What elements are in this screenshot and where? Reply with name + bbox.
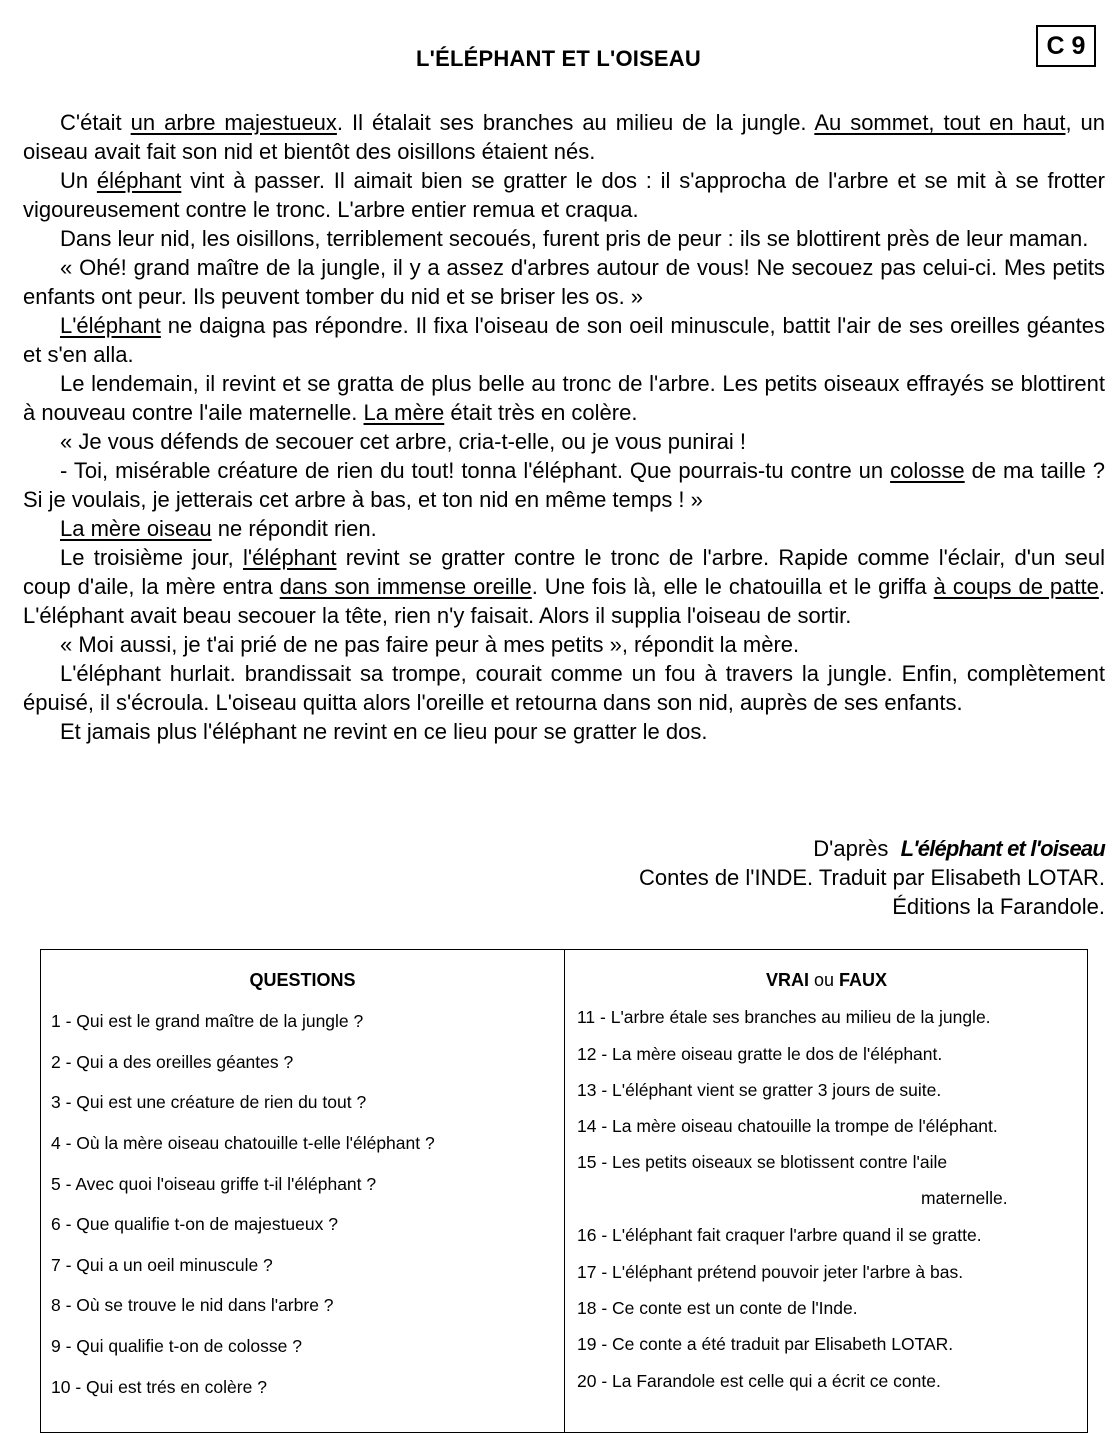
truefalse-item: 15 - Les petits oiseaux se blotissent contre l'aile [577,1152,948,1172]
question-item: 5 - Avec quoi l'oiseau griffe t-il l'éléphant ? [51,1174,377,1194]
paragraph: - Toi, misérable créature de rien du tout! tonna l'éléphant. Que pourrais-tu contre un colosse de ma taille ? Si je voulais, je jetterais cet arbre à bas, et ton nid en même temps ! » [23,458,1106,512]
question-item: 2 - Qui a des oreilles géantes ? [51,1052,294,1072]
paragraph: « Je vous défends de secouer cet arbre, cria-t-elle, ou je vous punirai ! [60,429,747,454]
paragraph: Un éléphant vint à passer. Il aimait bien se gratter le dos : il s'approcha de l'arbre et se mit à se frotter vigoureusement contre le tronc. L'arbre entier remua et craqua. [23,168,1105,222]
paragraph: « Ohé! grand maître de la jungle, il y a assez d'arbres autour de vous! Ne secouez pas celui-ci. Mes petits enfants ont peur. Ils peuvent tomber du nid et se briser les os. » [23,255,1105,309]
page-title: L'ÉLÉPHANT ET L'OISEAU [416,46,701,71]
question-item: 9 - Qui qualifie t-on de colosse ? [51,1336,302,1356]
truefalse-item: 18 - Ce conte est un conte de l'Inde. [577,1298,858,1318]
question-item: 7 - Qui a un oeil minuscule ? [51,1255,273,1275]
truefalse-item: 19 - Ce conte a été traduit par Elisabeth LOTAR. [577,1334,954,1354]
truefalse-item: 14 - La mère oiseau chatouille la trompe de l'éléphant. [577,1116,998,1136]
paragraph: Et jamais plus l'éléphant ne revint en ce lieu pour se gratter le dos. [60,719,708,744]
question-item: 8 - Où se trouve le nid dans l'arbre ? [51,1295,334,1315]
underlined-phrase: colosse [890,458,965,483]
story-text [23,108,1105,746]
truefalse-item: 12 - La mère oiseau gratte le dos de l'éléphant. [577,1044,943,1064]
paragraph: Le troisième jour, l'éléphant revint se gratter contre le tronc de l'arbre. Rapide comme l'éclair, d'un seul coup d'aile, la mère entra dans son immense oreille. Une fois là, elle le chatouilla et le griffa à coups de patte. L'éléphant avait beau secouer la tête, rien n'y faisait. Alors il supplia l'oiseau de sortir. [23,545,1105,628]
underlined-phrase: à coups de patte [933,574,1099,599]
underlined-phrase: Au sommet, tout en haut [814,110,1066,135]
underlined-phrase: La mère [363,400,445,425]
paragraph: L'éléphant ne daigna pas répondre. Il fixa l'oiseau de son oeil minuscule, battit l'air de ses oreilles géantes et s'en alla. [23,313,1105,367]
questions-heading: QUESTIONS [249,970,356,990]
truefalse-item: 16 - L'éléphant fait craquer l'arbre quand il se gratte. [577,1225,982,1245]
paragraph: « Moi aussi, je t'ai prié de ne pas faire peur à mes petits », répondit la mère. [60,632,800,657]
question-item: 10 - Qui est trés en colère ? [51,1377,267,1397]
truefalse-heading: VRAI ou FAUX [765,970,888,990]
paragraph: C'était un arbre majestueux. Il étalait ses branches au milieu de la jungle. Au sommet, tout en haut, un oiseau avait fait son nid et bientôt des oisillons étaient nés. [23,110,1105,164]
truefalse-item: 17 - L'éléphant prétend pouvoir jeter l'arbre à bas. [577,1262,964,1282]
underlined-phrase: l'éléphant [243,545,337,570]
paragraph: Dans leur nid, les oisillons, terriblement secoués, furent pris de peur : ils se blottirent près de leur maman. [60,226,1089,251]
truefalse-item-continued: maternelle. [921,1188,1008,1208]
underlined-phrase: éléphant [96,168,182,193]
question-item: 3 - Qui est une créature de rien du tout ? [51,1092,367,1112]
truefalse-item: 20 - La Farandole est celle qui a écrit ce conte. [577,1371,941,1391]
book-title: L'éléphant et l'oiseau [900,836,1105,861]
source-citation: D'après L'éléphant et l'oiseau Contes de l'INDE. Traduit par Elisabeth LOTAR. Éditions la Farandole. [639,836,1105,919]
column-divider [564,950,565,1432]
paragraph: L'éléphant hurlait. brandissait sa trompe, courait comme un fou à travers la jungle. Enfin, complètement épuisé, il s'écroula. L'oiseau quitta alors l'oreille et retourna dans son nid, auprès de ses enfants. [23,661,1105,715]
underlined-phrase: un arbre majestueux [130,110,337,135]
paragraph: La mère oiseau ne répondit rien. [60,516,377,541]
paragraph: Le lendemain, il revint et se gratta de plus belle au tronc de l'arbre. Les petits oiseaux effrayés se blottirent à nouveau contre l'aile maternelle. La mère était très en colère. [23,371,1105,425]
questions-table [40,949,1088,1433]
underlined-phrase: L'éléphant [60,313,161,338]
question-item: 4 - Où la mère oiseau chatouille t-elle l'éléphant ? [51,1133,435,1153]
worksheet-code: C 9 [1036,25,1096,67]
truefalse-item: 13 - L'éléphant vient se gratter 3 jours de suite. [577,1080,942,1100]
question-item: 1 - Qui est le grand maître de la jungle ? [51,1011,364,1031]
question-item: 6 - Que qualifie t-on de majestueux ? [51,1214,338,1234]
underlined-phrase: dans son immense oreille [279,574,532,599]
underlined-phrase: La mère oiseau [60,516,212,541]
truefalse-item: 11 - L'arbre étale ses branches au milieu de la jungle. [577,1007,991,1027]
